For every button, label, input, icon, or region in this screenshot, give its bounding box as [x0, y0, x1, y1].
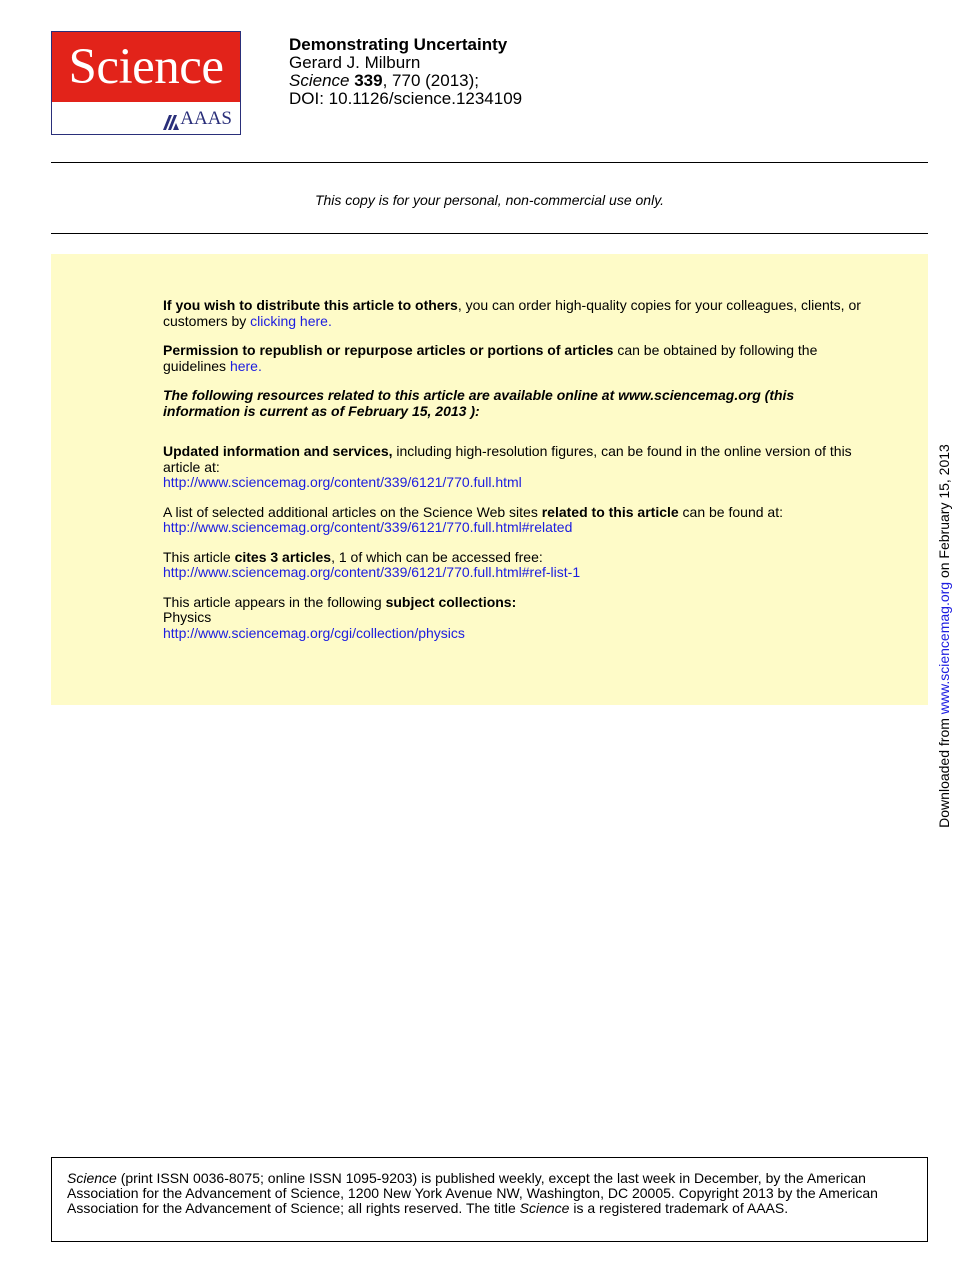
footer-box — [51, 1157, 928, 1242]
article-citation — [289, 72, 522, 90]
ref-list-link[interactable]: http://www.sciencemag.org/content/339/6121/770.full.html#ref-list-1 — [163, 564, 581, 580]
updated-paragraph — [163, 444, 863, 491]
logo-wordmark: Science — [52, 32, 240, 102]
info-content — [163, 298, 863, 655]
distribute-text: , you can order high-quality copies for your colleagues, clients, or customers by — [163, 297, 861, 329]
clicking-here-link[interactable]: clicking here. — [250, 312, 332, 329]
article-title: Demonstrating Uncertainty — [289, 35, 508, 54]
footer-journal-2: Science — [519, 1200, 570, 1216]
article-header — [289, 36, 522, 108]
permission-bold: Permission to republish or repurpose articles or portions of articles — [163, 342, 614, 358]
citation-volume: 339 — [354, 71, 383, 90]
permission-paragraph — [163, 343, 863, 374]
article-doi: DOI: 10.1126/science.1234109 — [289, 89, 523, 108]
collection-subject: Physics — [163, 609, 212, 625]
footer-journal: Science — [67, 1170, 117, 1186]
cites-text-before: This article — [163, 548, 235, 565]
copy-note: This copy is for your personal, non-commercial use only. — [314, 192, 665, 208]
science-logo — [51, 31, 241, 135]
citation-rest: , 770 (2013); — [382, 71, 479, 90]
cites-text-after: , 1 of which can be accessed free: — [331, 548, 543, 565]
resources-heading: The following resources related to this article are available online at www.sciencemag.org (this information is current as of February 15, 2013 ): — [163, 387, 795, 419]
aaas-mark-icon — [163, 115, 179, 130]
related-link[interactable]: http://www.sciencemag.org/content/339/6121/770.full.html#related — [163, 519, 573, 535]
collection-link[interactable]: http://www.sciencemag.org/cgi/collection/physics — [163, 624, 465, 641]
updated-text: including high-resolution figures, can be found in the online version of this article at: — [163, 443, 852, 475]
related-text-after: can be found at: — [678, 503, 783, 520]
citation-journal: Science — [289, 71, 350, 90]
footer-text-1: (print ISSN 0036-8075; online ISSN 1095-9203) is published weekly, except the last week in December, by the American Association for the Advancement of Science, 1200 New York Avenue NW, Washington, DC 20005. Copyright 2013 by the American Association for the Advancement of Science; all rights reserved. The title — [67, 1170, 878, 1216]
bottom-divider — [51, 233, 928, 234]
download-note — [936, 444, 952, 828]
top-divider — [51, 162, 928, 163]
full-text-link[interactable]: http://www.sciencemag.org/content/339/6121/770.full.html — [163, 474, 522, 490]
collections-paragraph — [163, 595, 863, 642]
cites-paragraph — [163, 550, 863, 581]
footer-text-2: is a registered trademark of AAAS. — [569, 1200, 789, 1216]
sciencemag-link[interactable]: www.sciencemag.org — [936, 581, 952, 715]
collections-bold: subject collections: — [385, 593, 517, 610]
download-note-after: on February 15, 2013 — [936, 444, 952, 582]
collections-text-before: This article appears in the following — [163, 593, 386, 610]
cites-bold: cites 3 articles — [234, 548, 332, 565]
logo-aaas — [163, 108, 232, 130]
here-link[interactable]: here. — [229, 357, 262, 374]
distribute-bold: If you wish to distribute this article to others — [163, 297, 458, 313]
related-bold: related to this article — [541, 503, 679, 520]
related-paragraph — [163, 505, 863, 536]
logo-publisher: AAAS — [180, 108, 232, 129]
permission-text: can be obtained by following the guidelines — [163, 342, 818, 374]
related-text-before: A list of selected additional articles on the Science Web sites — [163, 503, 542, 520]
updated-bold: Updated information and services, — [163, 443, 393, 459]
download-note-before: Downloaded from — [936, 714, 952, 828]
distribute-paragraph — [163, 298, 863, 329]
article-author: Gerard J. Milburn — [289, 53, 421, 72]
